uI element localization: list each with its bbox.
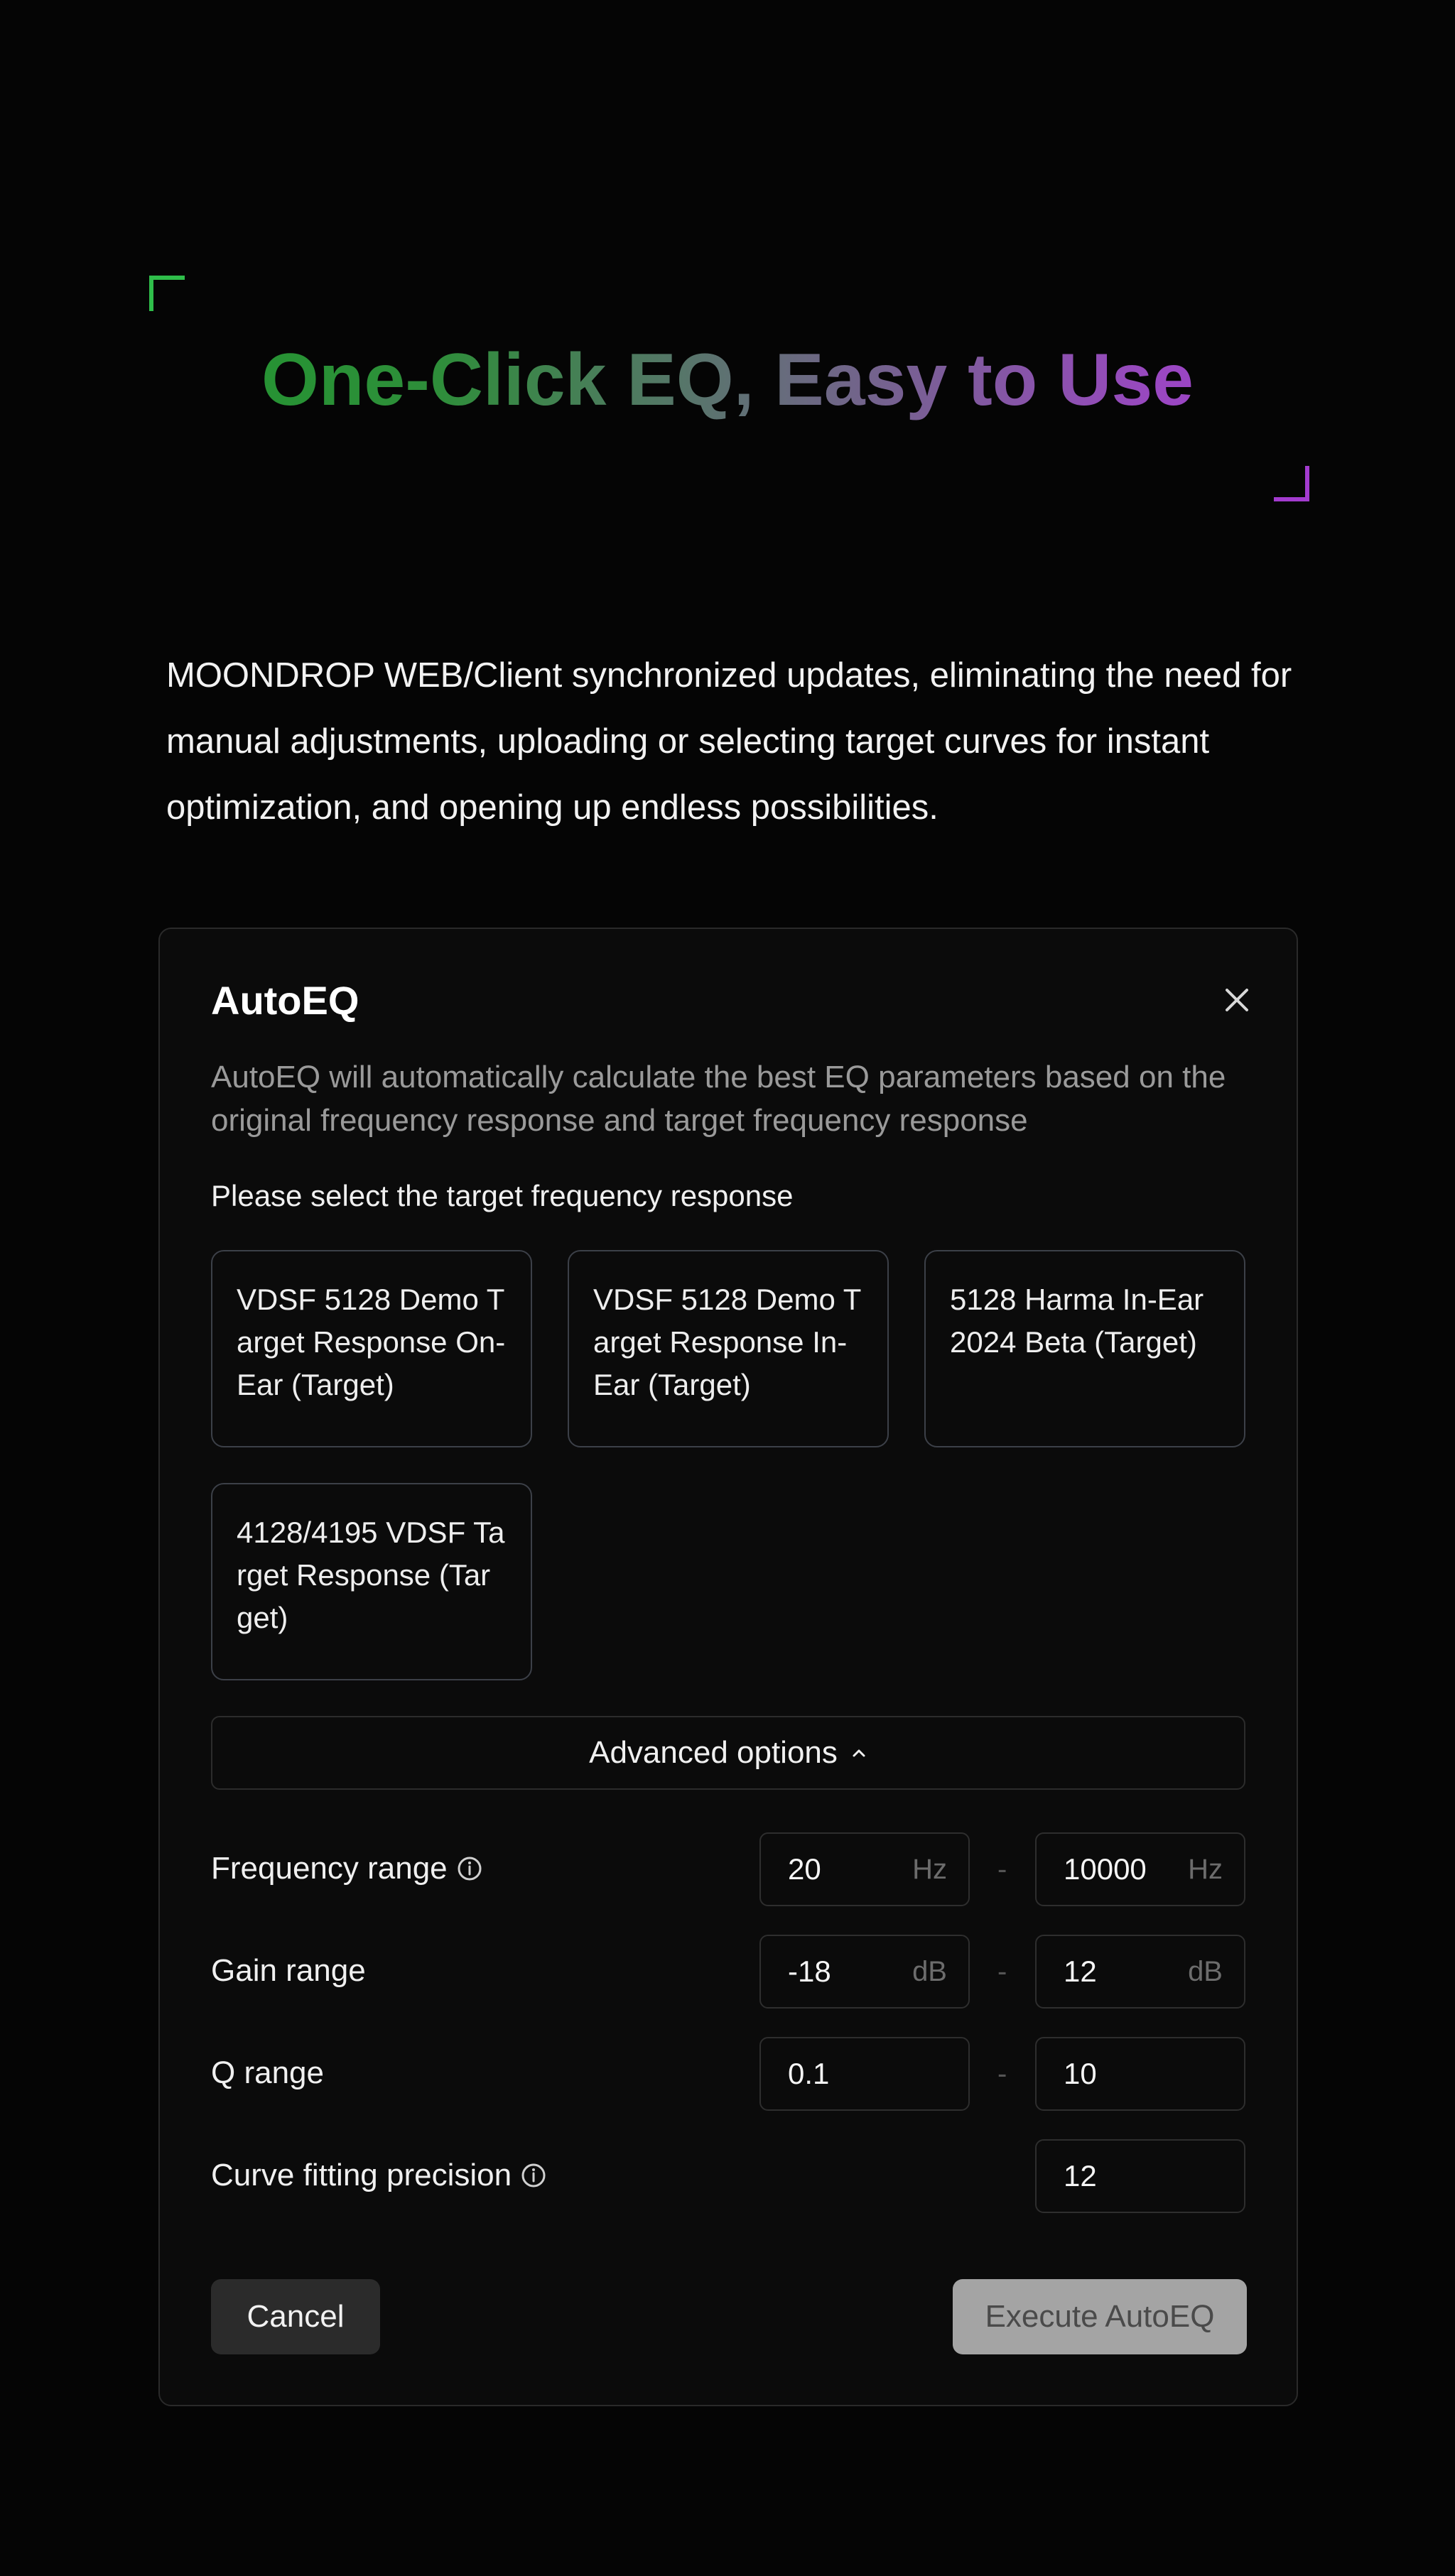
range-separator: - (997, 1854, 1007, 1885)
gain-range-label: Gain range (211, 1953, 366, 1988)
frequency-max-input[interactable] (1035, 1832, 1245, 1906)
close-icon (1217, 980, 1257, 1020)
q-min-value: 0.1 (788, 2057, 830, 2090)
range-separator: - (997, 2058, 1007, 2089)
gain-min-input[interactable] (759, 1935, 970, 2009)
gain-max-input[interactable] (1035, 1935, 1245, 2009)
precision-row (211, 2158, 547, 2193)
target-option[interactable]: 4128/4195 VDSF Target Response (Target) (211, 1483, 532, 1680)
q-min-input[interactable] (759, 2037, 970, 2111)
close-button[interactable] (1217, 980, 1257, 1020)
hero-description: MOONDROP WEB/Client synchronized updates, eliminating the need for manual adjustments, uploading or selecting target curves for instant optimization, and opening up endless possibilities. (166, 656, 1292, 827)
target-option[interactable]: VDSF 5128 Demo Target Response On-Ear (Target) (211, 1250, 532, 1447)
frequency-min-value: 20 (788, 1852, 821, 1886)
hero-title (0, 334, 1455, 426)
target-select-label: Please select the target frequency response (211, 1179, 794, 1212)
cancel-button[interactable]: Cancel (211, 2279, 380, 2354)
execute-autoeq-button[interactable]: Execute AutoEQ (953, 2279, 1247, 2354)
gain-max-unit: dB (1188, 1955, 1223, 1987)
range-separator: - (997, 1956, 1007, 1987)
advanced-options-toggle[interactable] (211, 1716, 1245, 1790)
precision-input[interactable] (1035, 2139, 1245, 2213)
precision-value: 12 (1064, 2159, 1097, 2192)
q-max-input[interactable] (1035, 2037, 1245, 2111)
hero-title-text: One-Click EQ, Easy to Use (261, 339, 1194, 421)
gain-min-unit: dB (912, 1955, 947, 1987)
chevron-up-icon (850, 1744, 867, 1761)
q-max-value: 10 (1064, 2057, 1097, 2090)
frequency-range-row (211, 1851, 483, 1886)
dialog-title: AutoEQ (211, 978, 359, 1023)
frequency-min-unit: Hz (912, 1853, 947, 1885)
corner-bottom-right (1274, 466, 1309, 501)
frequency-range-label: Frequency range (211, 1851, 448, 1886)
frequency-max-value: 10000 (1064, 1852, 1147, 1886)
advanced-options-label: Advanced options (589, 1735, 838, 1770)
info-icon[interactable] (520, 2162, 547, 2189)
target-option[interactable]: VDSF 5128 Demo Target Response In-Ear (Target) (568, 1250, 889, 1447)
autoeq-dialog (158, 928, 1298, 2406)
q-range-label: Q range (211, 2055, 324, 2090)
gain-range-row (211, 1953, 366, 1989)
target-option[interactable]: 5128 Harma In-Ear 2024 Beta (Target) (924, 1250, 1245, 1447)
gain-max-value: 12 (1064, 1955, 1097, 1988)
precision-label: Curve fitting precision (211, 2158, 512, 2192)
corner-top-left (149, 276, 185, 311)
info-icon[interactable] (456, 1855, 483, 1882)
frequency-max-unit: Hz (1188, 1853, 1223, 1885)
dialog-description: AutoEQ will automatically calculate the best EQ parameters based on the original frequency response and target frequency response (211, 1060, 1226, 1138)
q-range-row (211, 2055, 324, 2091)
gain-min-value: -18 (788, 1955, 831, 1988)
frequency-min-input[interactable] (759, 1832, 970, 1906)
